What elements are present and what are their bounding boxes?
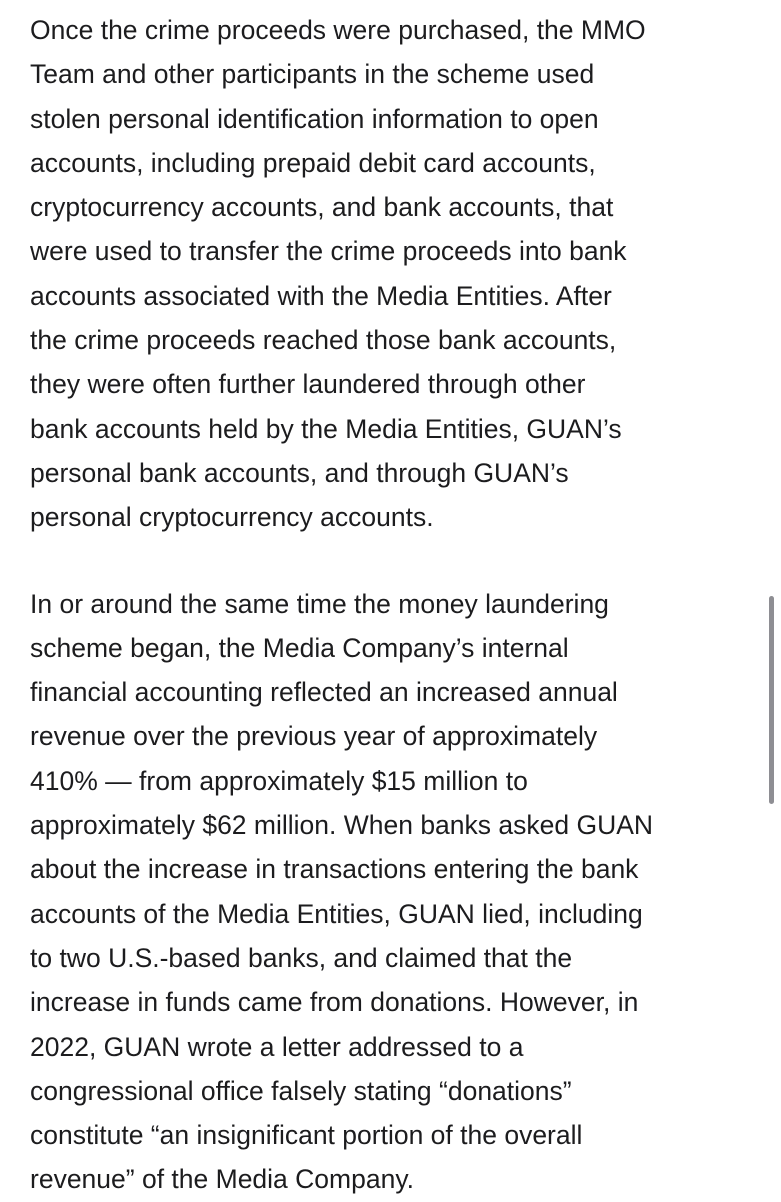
text-line: accounts of the Media Entities, GUAN lied, including [30,898,643,929]
text-line: In or around the same time the money laundering [30,588,609,619]
text-line: personal bank accounts, and through GUAN’s [30,457,569,488]
text-line: bank accounts held by the Media Entities, GUAN’s [30,413,622,444]
text-line: scheme began, the Media Company’s internal [30,632,569,663]
document-body [30,8,745,1202]
text-line: stolen personal identification information to open [30,103,599,134]
text-line: personal cryptocurrency accounts. [30,502,434,533]
text-line: about the increase in transactions entering the bank [30,854,639,885]
text-line: they were often further laundered through other [30,369,586,400]
text-line: 410% — from approximately $15 million to [30,765,528,796]
text-line: revenue” of the Media Company. [30,1164,414,1195]
text-line: increase in funds came from donations. However, in [30,987,639,1018]
text-line: financial accounting reflected an increased annual [30,677,618,708]
text-line: the crime proceeds reached those bank accounts, [30,325,617,356]
text-line: were used to transfer the crime proceeds into bank [30,236,627,267]
text-line: revenue over the previous year of approximately [30,721,598,752]
text-line: Once the crime proceeds were purchased, the MMO [30,15,646,45]
text-line: cryptocurrency accounts, and bank accounts, that [30,192,614,223]
vertical-scrollbar[interactable] [769,596,774,804]
paragraph-crime-proceeds [30,8,745,540]
text-line: Team and other participants in the scheme used [30,59,595,90]
text-line: congressional office falsely stating “donations” [30,1075,572,1106]
text-line: to two U.S.-based banks, and claimed that the [30,942,573,973]
paragraph-money-laundering [30,582,745,1202]
text-line: accounts, including prepaid debit card accounts, [30,147,596,178]
text-line: accounts associated with the Media Entities. After [30,280,612,311]
text-line: 2022, GUAN wrote a letter addressed to a [30,1031,524,1062]
text-line: approximately $62 million. When banks asked GUAN [30,810,654,841]
text-line: constitute “an insignificant portion of the overall [30,1120,583,1151]
